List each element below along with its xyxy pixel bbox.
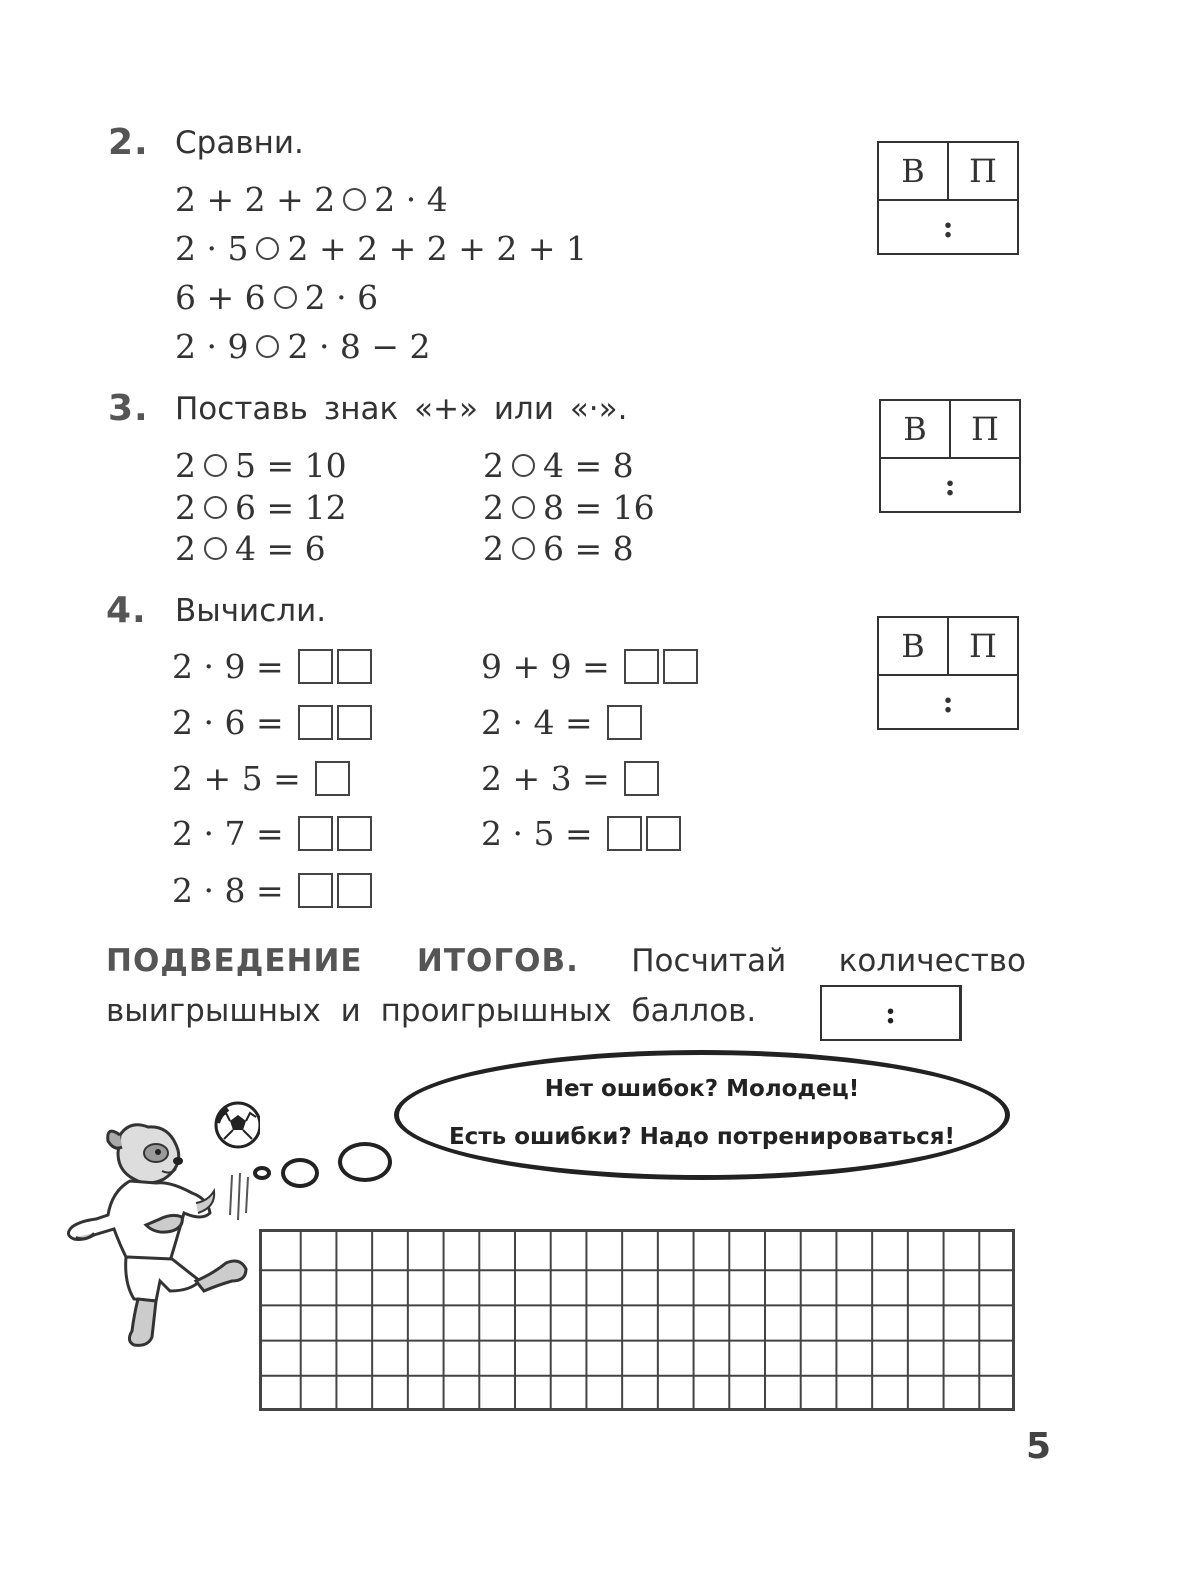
compute-expression: 2 + 5 = <box>172 759 301 798</box>
equation-rest: 6 = 8 <box>543 529 634 568</box>
equation-rest: 4 = 6 <box>235 529 326 568</box>
answer-cell[interactable] <box>624 761 659 796</box>
compute-expression: 2 · 4 = <box>481 703 593 742</box>
dog-illustration <box>60 1095 260 1355</box>
answer-cell[interactable] <box>315 761 350 796</box>
speech-bubble <box>394 1050 1010 1180</box>
compare-row <box>175 278 378 317</box>
equation-rest: 6 = 12 <box>235 488 347 527</box>
sign-row <box>175 446 347 485</box>
operand: 2 <box>175 488 196 527</box>
compute-row <box>172 647 372 686</box>
answer-cell[interactable] <box>337 873 372 908</box>
sign-circle[interactable] <box>512 454 535 477</box>
compute-row <box>172 814 372 853</box>
compute-row <box>172 871 372 910</box>
compare-right: 2 · 4 <box>374 180 448 219</box>
answer-cell[interactable] <box>607 705 642 740</box>
task-2-title: Сравни. <box>175 125 304 161</box>
sign-row <box>175 488 347 527</box>
answer-cell[interactable] <box>646 816 681 851</box>
compute-expression: 2 · 5 = <box>481 814 593 853</box>
compute-row <box>481 647 698 686</box>
answer-cell[interactable] <box>607 816 642 851</box>
compare-row <box>175 180 448 219</box>
compute-expression: 2 · 6 = <box>172 703 284 742</box>
equation-rest: 8 = 16 <box>543 488 655 527</box>
compute-row <box>172 703 372 742</box>
answer-cell[interactable] <box>337 649 372 684</box>
summary-text: Посчитай количество выигрышных и проигрышных баллов. <box>106 943 1027 1029</box>
compare-left: 2 · 9 <box>175 327 249 366</box>
thought-circle-medium <box>281 1158 319 1188</box>
thought-circle-large <box>338 1142 392 1182</box>
compute-expression: 2 + 3 = <box>481 759 610 798</box>
compare-circle[interactable] <box>343 188 366 211</box>
compute-expression: 9 + 9 = <box>481 647 610 686</box>
score-win-label: В <box>903 410 927 448</box>
sign-row <box>483 446 634 485</box>
answer-cell[interactable] <box>298 873 333 908</box>
answer-cell[interactable] <box>624 649 659 684</box>
compare-right: 2 + 2 + 2 + 2 + 1 <box>287 229 587 268</box>
compare-row <box>175 327 431 366</box>
compare-left: 2 + 2 + 2 <box>175 180 336 219</box>
compute-expression: 2 · 8 = <box>172 871 284 910</box>
task-3-title: Поставь знак «+» или «·». <box>175 391 628 427</box>
score-win-label: В <box>901 627 925 665</box>
compare-row <box>175 229 587 268</box>
total-score-input[interactable]: : <box>820 985 962 1041</box>
operand: 2 <box>175 446 196 485</box>
task-4-title: Вычисли. <box>175 593 327 629</box>
operand: 2 <box>483 488 504 527</box>
sign-circle[interactable] <box>512 496 535 519</box>
compute-row <box>481 759 659 798</box>
operand: 2 <box>483 446 504 485</box>
sign-circle[interactable] <box>512 537 535 560</box>
sign-circle[interactable] <box>204 537 227 560</box>
score-input[interactable]: : <box>942 209 954 245</box>
score-box-task-4 <box>877 616 1019 730</box>
sign-circle[interactable] <box>204 496 227 519</box>
answer-cell[interactable] <box>298 705 333 740</box>
score-input[interactable]: : <box>942 684 954 720</box>
equation-rest: 5 = 10 <box>235 446 347 485</box>
compute-row <box>172 759 350 798</box>
sign-row <box>483 529 634 568</box>
score-win-label: В <box>901 152 925 190</box>
compute-row <box>481 703 642 742</box>
score-box-task-3 <box>879 399 1021 513</box>
score-box-task-2 <box>877 141 1019 255</box>
bubble-line-2: Есть ошибки? Надо потренироваться! <box>448 1124 956 1150</box>
soccer-ball-icon <box>216 1103 260 1147</box>
operand: 2 <box>483 529 504 568</box>
compute-expression: 2 · 7 = <box>172 814 284 853</box>
answer-grid[interactable] <box>259 1229 1015 1411</box>
task-3-number: 3. <box>108 388 149 429</box>
thought-circle-small <box>253 1166 271 1180</box>
operand: 2 <box>175 529 196 568</box>
sign-row <box>175 529 326 568</box>
answer-cell[interactable] <box>337 705 372 740</box>
compare-circle[interactable] <box>256 237 279 260</box>
sign-circle[interactable] <box>204 454 227 477</box>
compare-circle[interactable] <box>274 286 297 309</box>
compute-row <box>481 814 681 853</box>
task-2-number: 2. <box>108 122 149 163</box>
bubble-line-1: Нет ошибок? Молодец! <box>544 1076 860 1102</box>
score-lose-label: П <box>947 143 1017 199</box>
task-4-number: 4. <box>106 590 147 631</box>
compare-right: 2 · 6 <box>304 278 379 317</box>
compare-left: 2 · 5 <box>175 229 249 268</box>
page-number: 5 <box>1026 1426 1052 1467</box>
answer-cell[interactable] <box>298 816 333 851</box>
summary-heading: ПОДВЕДЕНИЕ ИТОГОВ. <box>106 943 579 979</box>
equation-rest: 4 = 8 <box>543 446 634 485</box>
score-lose-label: П <box>949 401 1019 457</box>
sign-row <box>483 488 655 527</box>
score-input[interactable]: : <box>944 467 956 503</box>
compare-left: 6 + 6 <box>175 278 266 317</box>
compare-circle[interactable] <box>256 335 279 358</box>
answer-cell[interactable] <box>337 816 372 851</box>
compute-expression: 2 · 9 = <box>172 647 284 686</box>
compare-right: 2 · 8 − 2 <box>287 327 431 366</box>
score-lose-label: П <box>947 618 1017 674</box>
answer-cell[interactable] <box>298 649 333 684</box>
answer-cell[interactable] <box>663 649 698 684</box>
